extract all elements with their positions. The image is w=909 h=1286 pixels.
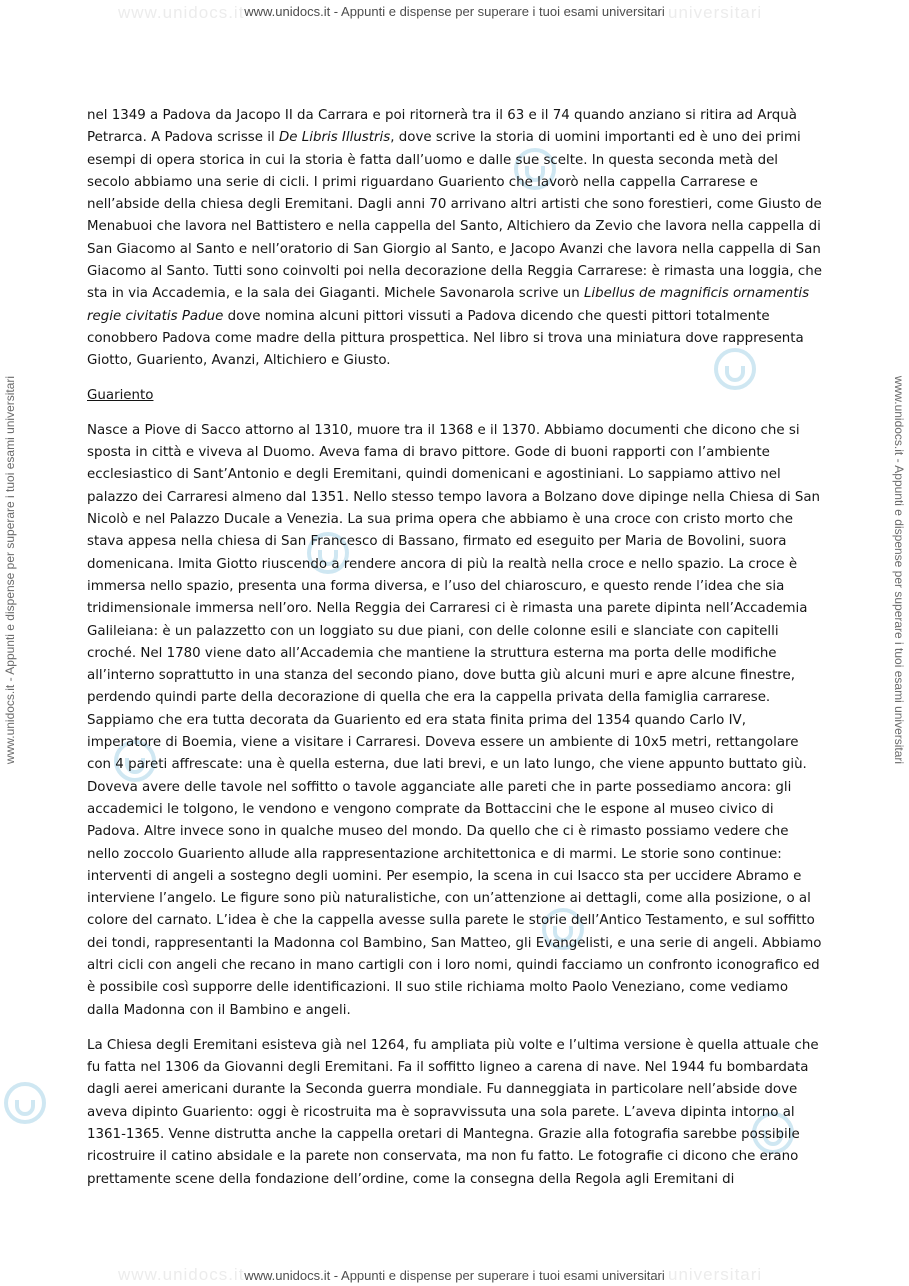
watermark-left-margin xyxy=(0,260,20,880)
paragraph-intro xyxy=(87,105,823,373)
paragraph-guariento: Nasce a Piove di Sacco attorno al 1310, muore tra il 1368 e il 1370. Abbiamo documenti che dicono che si sposta in città e viveva al Duomo. Aveva fama di bravo pittore. Gode di buoni rapporti con l’ambiente ecclesiastico di Sant’Antonio e degli Eremitani, quindi domenicani e agostiniani. Lo sappiamo attivo nel palazzo dei Carraresi almeno dal 1351. Nello stesso tempo lavora a Bolzano dove dipinge nella Chiesa di San Nicolò e nel Palazzo Ducale a Venezia. La sua prima opera che abbiamo è una croce con cristo morto che stava appesa nella chiesa di San Francesco di Bassano, firmato ed eseguito per Maria de Bovolini, suora domenicana. Imita Giotto riuscendo a rendere ancora di più la realtà nella croce e nello spazio. La croce è immersa nello spazio, presenta una forma diversa, e l’uso del chiaroscuro, e questo rende l’idea che sia tridimensionale immersa nell’oro. Nella Reggia dei Carraresi ci è rimasta una parete dipinta nell’Accademia Galileiana: è un palazzetto con un loggiato su due piani, con delle colonne esili e slanciate con capitelli croché. Nel 1780 viene dato all’Accademia che mantiene la struttura esterna ma porta delle modifiche all’interno soprattutto in una stanza del secondo piano, dove butta giù alcuni muri e apre alcune finestre, perdendo quindi parte della decorazione di quella che era la cappella privata della famiglia carrarese. Sappiamo che era tutta decorata da Guariento ed era stata finita prima del 1354 quando Carlo IV, imperatore di Boemia, viene a visitare i Carraresi. Doveva essere un ambiente di 10x5 metri, rettangolare con 4 pareti affrescate: una è quella esterna, due lati brevi, e un lato lungo, che viene appunto buttato giù. Doveva avere delle tavole nel soffitto o tavole agganciate alle pareti che in parte possediamo ancora: gli accademici le tolgono, le vendono e vengono comprate da Bottaccini che le espone al museo civico di Padova. Altre invece sono in qualche museo del mondo. Da quello che ci è rimasto possiamo vedere che nello zoccolo Guariento allude alla rappresentazione architettonica e di marmi. Le storie sono continue: interventi di angeli a sostegno degli uomini. Per esempio, la scena in cui Isacco sta per uccidere Abramo e interviene l’angelo. Le figure sono più naturalistiche, con un’attenzione ai dettagli, come alla posizione, o al colore del carnato. L’idea è che la cappella avesse sulla parete le storie dell’Antico Testamento, e sul soffitto dei tondi, rappresentanti la Madonna col Bambino, San Matteo, gli Evangelisti, e una serie di angeli. Abbiamo altri cicli con angeli che recano in mano cartigli con i loro nomi, quindi facciamo un confronto iconografico ed è possibile così supporre delle identificazioni. Il suo stile richiama molto Paolo Veneziano, come vediamo dalla Madonna con il Bambino e angeli. xyxy=(87,422,822,1018)
watermark-right-margin xyxy=(889,260,909,880)
watermark-logo-icon xyxy=(2,1080,48,1126)
book-title-libellus: Libellus de magnificis ornamentis regie civitatis Padue xyxy=(87,286,810,324)
book-title-de-libris-illustris: De Libris Illustris xyxy=(278,130,391,146)
watermark-left-text: www.unidocs.it - Appunti e dispense per superare i tuoi esami universitari xyxy=(3,375,18,765)
paragraph-intro-text-1: nel 1349 a Padova da Jacopo II da Carrara e poi ritornerà tra il 63 e il 74 quando anziano si ritira ad Arquà Petrarca. A Padova scrisse il xyxy=(87,108,797,146)
watermark-ghost-bottom-right: universitari xyxy=(668,1265,763,1284)
section-heading-guariento: Guariento xyxy=(87,387,154,403)
watermark-ghost-top-left: www.unidocs.it xyxy=(118,3,245,22)
paragraph-intro-text-3: dove nomina alcuni pittori vissuti a Padova dicendo che questi pittori totalmente conobbero Padova come madre della pittura prospettica. Nel libro si trova una miniatura dove rappresenta Giotto, Guariento, Avanzi, Altichiero e Giusto. xyxy=(87,308,804,369)
paragraph-intro-text-2: , dove scrive la storia di uomini importanti ed è uno dei primi esempi di opera storica in cui la storia è fatta dall’uomo e dalle sue scelte. In questa seconda metà del secolo abbiamo una serie di cicli. I primi riguardano Guariento che lavorò nella cappella Carrarese e nell’abside della chiesa degli Eremitani. Dagli anni 70 arrivano altri artisti che sono forestieri, come Giusto de Menabuoi che lavora nel Battistero e nella cappella del Santo, Altichiero da Zevio che lavora nella cappella di San Giacomo al Santo e nell’oratorio di San Giorgio al Santo, e Jacopo Avanzi che lavora nella cappella di San Giacomo al Santo. Tutti sono coinvolti poi nella decorazione della Reggia Carrarese: è rimasta una loggia, che sta in via Accademia, e la sala dei Giaganti. Michele Savonarola scrive un xyxy=(87,130,822,302)
watermark-right-text: www.unidocs.it - Appunti e dispense per superare i tuoi esami universitari xyxy=(892,375,907,765)
watermark-ghost-bottom-left: www.unidocs.it xyxy=(118,1265,245,1284)
watermark-ghost-top-right: universitari xyxy=(668,3,763,22)
document-body xyxy=(87,105,823,1191)
watermark-header: www.unidocs.it - Appunti e dispense per superare i tuoi esami universitari xyxy=(244,4,665,19)
watermark-footer: www.unidocs.it - Appunti e dispense per superare i tuoi esami universitari xyxy=(244,1268,665,1283)
paragraph-eremitani: La Chiesa degli Eremitani esisteva già nel 1264, fu ampliata più volte e l’ultima versione è quella attuale che fu fatta nel 1306 da Giovanni degli Eremitani. Fa il soffitto ligneo a carena di nave. Nel 1944 fu bombardata dagli aerei americani durante la Seconda guerra mondiale. Fu danneggiata in particolare nell’abside dove aveva dipinto Guariento: oggi è ricostruita ma è sopravvissuta una sola parete. L’aveva dipinta intorno al 1361-1365. Venne distrutta anche la cappella oretari di Mantegna. Grazie alla fotografia sarebbe possibile ricostruire il catino absidale e la parete non conservata, ma non fu fatto. Le fotografie ci dicono che erano prettamente scene della fondazione dell’ordine, come la consegna della Regola agli Eremitani di xyxy=(87,1037,819,1187)
